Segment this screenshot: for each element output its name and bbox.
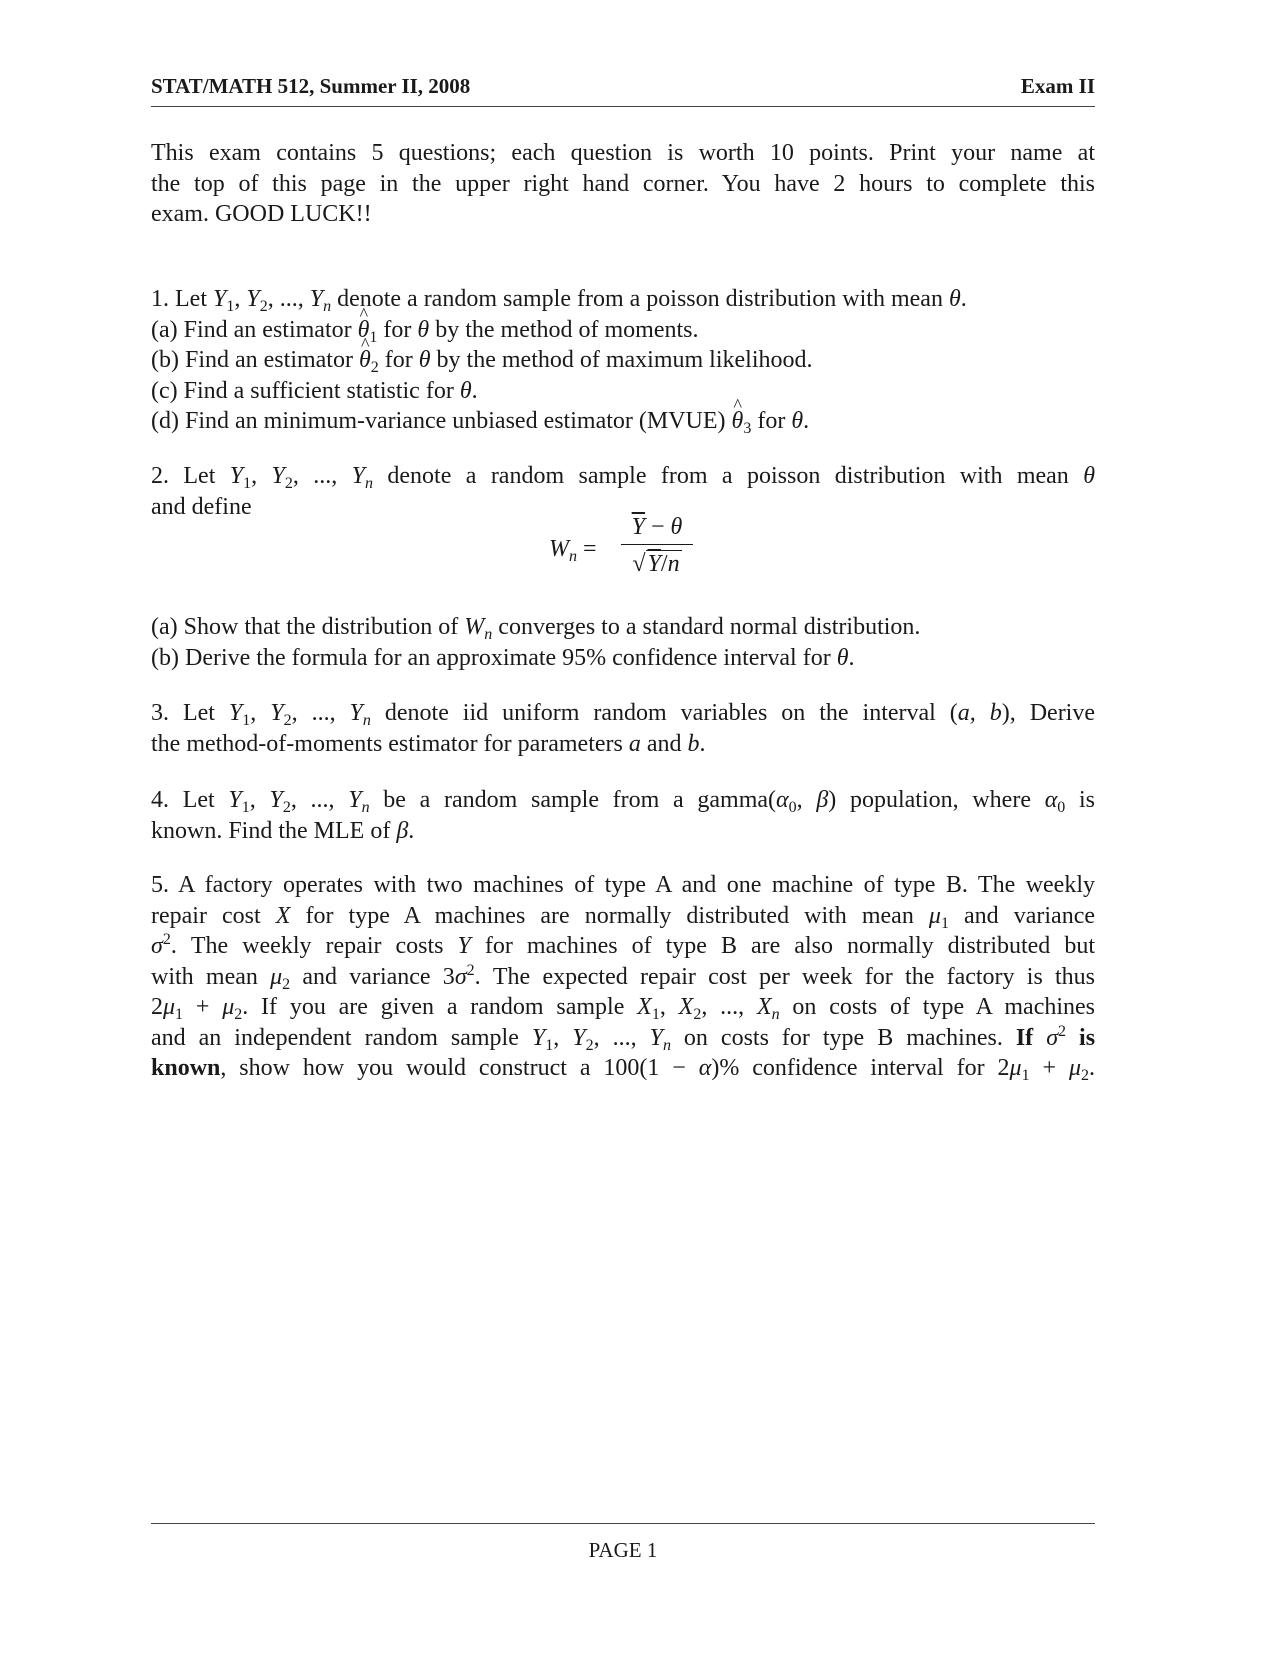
question-1-part-b: (b) Find an estimator ^ $\theta_2$ for θ by the method of maximum likelihood. <box>151 345 1095 376</box>
formula-lhs: $W_n$ = <box>549 536 597 565</box>
course-title: STAT/MATH 512, Summer II, 2008 <box>151 74 471 98</box>
question-3 <box>151 698 1095 759</box>
formula-numerator: $\overline{Y} - \theta$ <box>631 514 683 540</box>
question-1 <box>151 284 1095 437</box>
instructions-line-1: This exam contains 5 questions; each question is worth 10 points. Print your name at <box>151 140 1095 166</box>
exam-page <box>151 0 1095 1656</box>
fraction-bar <box>621 544 693 545</box>
footer-divider <box>151 1523 1095 1524</box>
question-2-stem-line-2: and define <box>151 493 252 520</box>
question-5 <box>151 870 1095 1084</box>
question-1-stem: 1. Let $Y_1$, $Y_2$, ..., $Y_n$ denote a random sample from a poisson distribution with mean θ. <box>151 286 967 315</box>
question-5-line-7: known, show how you would construct a 100(1 − α)% confidence interval for $2\mu_1 + \mu_2$. <box>151 1055 1095 1084</box>
question-3-line-2: the method-of-moments estimator for parameters a and b. <box>151 730 706 757</box>
question-5-line-2: repair cost X for type A machines are normally distributed with mean $\mu_1$ and variance <box>151 902 1095 932</box>
wn-formula <box>151 512 1095 592</box>
question-4-line-1: 4. Let $Y_1$, $Y_2$, ..., $Y_n$ be a random sample from a $gamma(\alpha_0$, β) population, where $\alpha_0$ is <box>151 787 1096 816</box>
question-2-stem-line-1: 2. Let $Y_1$, $Y_2$, ..., $Y_n$ denote a random sample from a poisson distribution with mean θ <box>151 463 1095 492</box>
page-number: PAGE 1 <box>588 1538 658 1562</box>
question-4 <box>151 785 1095 846</box>
instructions-line-3: exam. GOOD LUCK!! <box>151 201 372 227</box>
question-5-line-6: and an independent random sample $Y_1$, $Y_2$, ..., $Y_n$ on costs for type B machines. If $\sigma^2$ is <box>151 1022 1096 1054</box>
question-5-line-3: $\sigma^2$. The weekly repair costs Y for machines of type B are also normally distributed but <box>151 931 1096 959</box>
question-4-line-2: known. Find the MLE of β. <box>151 817 415 844</box>
instructions-line-2: the top of this page in the upper right hand corner. You have 2 hours to complete this <box>151 170 1095 197</box>
formula-fraction <box>621 512 693 579</box>
question-3-line-1: 3. Let $Y_1$, $Y_2$, ..., $Y_n$ denote iid uniform random variables on the interval (a, b), Derive <box>151 700 1096 729</box>
question-5-line-5: $2\mu_1 + \mu_2$. If you are given a random sample $X_1$, $X_2$, ..., $X_n$ on costs of type A machines <box>151 994 1096 1023</box>
page-header <box>151 74 1095 107</box>
question-5-line-4: with mean $\mu_2$ and variance $3\sigma^2$. The expected repair cost per week for the factory is thus <box>151 961 1096 993</box>
formula-denominator: √Y/n <box>632 551 680 577</box>
question-1-part-a: (a) Find an estimator ^ $\theta_1$ for θ by the method of moments. <box>151 315 1095 346</box>
question-2-part-b: (b) Derive the formula for an approximate 95% confidence interval for θ. <box>151 644 855 671</box>
question-2-parts <box>151 612 1095 673</box>
exam-instructions <box>151 138 1095 230</box>
question-1-part-d: (d) Find an minimum-variance unbiased estimator (MVUE) ^ $\theta_3$ for θ. <box>151 406 1095 437</box>
exam-title: Exam II <box>1020 74 1095 98</box>
question-5-line-1: 5. A factory operates with two machines of type A and one machine of type B. The weekly <box>151 872 1095 898</box>
question-2-part-a: (a) Show that the distribution of $W_n$ converges to a standard normal distribution. <box>151 614 921 643</box>
question-1-part-c: (c) Find a sufficient statistic for θ. <box>151 377 478 404</box>
